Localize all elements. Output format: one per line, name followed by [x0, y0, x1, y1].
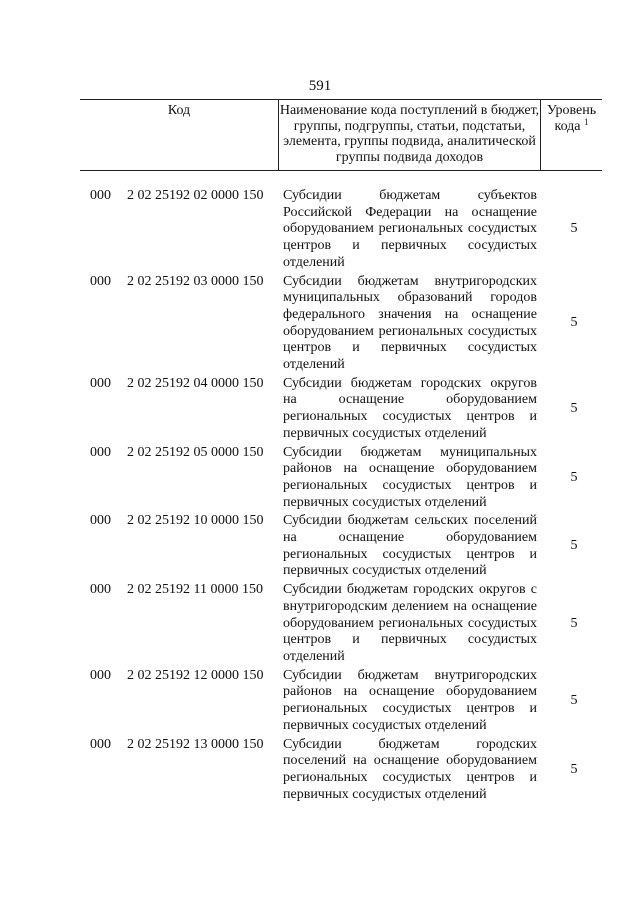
table-row [0, 376, 640, 443]
table-row [0, 582, 640, 666]
row-type: 000 [90, 273, 111, 289]
row-name: Субсидии бюджетам субъектов Российской Федерации на оснащение оборудованием региональных сосудистых центров и первичных сосудистых отделений [283, 188, 537, 270]
row-code: 2 02 25192 12 0000 150 [127, 667, 264, 683]
row-name: Субсидии бюджетам городских поселений на оснащение оборудованием региональных сосудистых центров и первичных сосудистых отделений [283, 736, 537, 802]
row-type: 000 [90, 667, 111, 683]
row-level: 5 [570, 315, 578, 331]
row-code: 2 02 25192 04 0000 150 [127, 375, 264, 391]
header-name: Наименование кода поступлений в бюджет, группы, подгруппы, статьи, подстатьи, элемента, группы подвида, аналитической группы подвида доходов [279, 103, 540, 165]
table-row [0, 513, 640, 580]
table-header [80, 99, 602, 171]
table-row [0, 668, 640, 735]
row-type: 000 [90, 582, 111, 598]
row-type: 000 [90, 188, 111, 203]
row-level: 5 [570, 400, 578, 416]
row-level: 5 [570, 538, 578, 554]
header-level-footnote: 1 [584, 116, 589, 127]
table-body [0, 188, 640, 803]
row-name: Субсидии бюджетам сельских поселений на оснащение оборудованием региональных сосудистых центров и первичных сосудистых отделений [283, 513, 537, 579]
row-name: Субсидии бюджетам городских округов на оснащение оборудованием региональных сосудистых центров и первичных сосудистых отделений [283, 375, 537, 441]
row-type: 000 [90, 736, 111, 752]
row-code: 2 02 25192 02 0000 150 [127, 188, 264, 203]
row-name: Субсидии бюджетам муниципальных районов на оснащение оборудованием региональных сосудистых центров и первичных сосудистых отделений [283, 444, 537, 510]
row-name: Субсидии бюджетам внутригородских районов на оснащение оборудованием региональных сосудистых центров и первичных сосудистых отделений [283, 667, 537, 733]
header-level-label: Уровень кода [546, 103, 597, 134]
row-code: 2 02 25192 11 0000 150 [127, 582, 263, 598]
row-code: 2 02 25192 13 0000 150 [127, 736, 264, 752]
header-code: Код [167, 103, 191, 118]
header-level [541, 103, 602, 134]
row-level: 5 [570, 615, 578, 631]
row-code: 2 02 25192 05 0000 150 [127, 444, 264, 460]
row-level: 5 [570, 761, 578, 777]
table-row [0, 445, 640, 512]
row-level: 5 [570, 692, 578, 708]
row-level: 5 [570, 469, 578, 485]
row-name: Субсидии бюджетам городских округов с внутригородским делением на оснащение оборудованием региональных сосудистых центров и первичных сосудистых отделений [283, 582, 537, 664]
row-code: 2 02 25192 03 0000 150 [127, 273, 264, 289]
table-row [0, 274, 640, 374]
row-type: 000 [90, 375, 111, 391]
page-number: 591 [308, 78, 332, 94]
table-row [0, 737, 640, 804]
row-type: 000 [90, 444, 111, 460]
row-type: 000 [90, 513, 111, 529]
row-code: 2 02 25192 10 0000 150 [127, 513, 264, 529]
row-name: Субсидии бюджетам внутригородских муниципальных образований городов федерального значения на оснащение оборудованием региональных сосудистых центров и первичных сосудистых отделений [283, 273, 537, 373]
row-level: 5 [570, 221, 578, 237]
table-row [0, 188, 640, 272]
